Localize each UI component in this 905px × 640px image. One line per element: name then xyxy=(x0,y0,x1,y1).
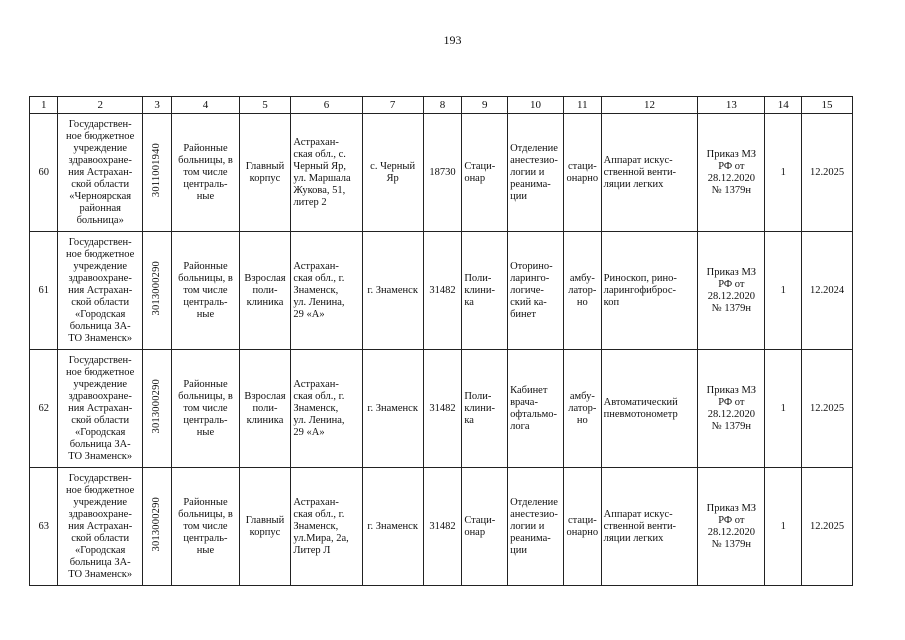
column-number: 10 xyxy=(508,97,564,114)
column-number: 6 xyxy=(291,97,362,114)
row-number: 63 xyxy=(38,520,49,532)
organization-name: Государствен- ное бюджетное учреждение здравоохране- ния Астрахан- ской области «Городская больница ЗА- ТО Знаменск» xyxy=(66,354,135,462)
address: Астрахан- ская обл., г. Знаменск, ул.Мира, 2а, Литер Л xyxy=(293,496,349,556)
care-condition: стаци- онарно xyxy=(566,160,599,184)
column-number: 8 xyxy=(423,97,462,114)
building-name: Главный корпус xyxy=(245,160,285,184)
column-number: 1 xyxy=(30,97,58,114)
address: Астрахан- ская обл., г. Знаменск, ул. Ленина, 29 «А» xyxy=(293,378,345,438)
department: Отделение анестезио- логии и реанима- ции xyxy=(510,142,558,202)
table-row xyxy=(30,114,853,232)
locality: г. Знаменск xyxy=(367,402,418,414)
locality: г. Знаменск xyxy=(367,284,418,296)
order-reference: Приказ МЗ РФ от 28.12.2020 № 1379н xyxy=(706,148,757,196)
okato-code: 18730 xyxy=(429,166,456,178)
table-row xyxy=(30,350,853,468)
order-reference: Приказ МЗ РФ от 28.12.2020 № 1379н xyxy=(706,266,757,314)
quantity: 1 xyxy=(780,402,786,414)
building-name: Взрослая поли- клиника xyxy=(244,390,286,426)
equipment-registry-table xyxy=(29,96,853,586)
order-reference: Приказ МЗ РФ от 28.12.2020 № 1379н xyxy=(706,384,757,432)
care-form: Поли- клини- ка xyxy=(464,390,496,426)
organization-code: 3013000290 xyxy=(151,497,163,552)
organization-type: Районные больницы, в том числе централь- ные xyxy=(178,142,233,202)
organization-code: 3013000290 xyxy=(151,379,163,434)
planned-date: 12.2024 xyxy=(809,284,845,296)
organization-code: 3011001940 xyxy=(151,143,163,198)
address: Астрахан- ская обл., г. Знаменск, ул. Ленина, 29 «А» xyxy=(293,260,345,320)
department: Оторино- ларинго- логиче- ский ка- бинет xyxy=(510,260,553,320)
care-condition: стаци- онарно xyxy=(566,514,599,538)
column-number-row xyxy=(30,97,853,114)
organization-type: Районные больницы, в том числе централь- ные xyxy=(178,378,233,438)
care-form: Поли- клини- ка xyxy=(464,272,496,308)
row-number: 60 xyxy=(38,166,49,178)
column-number: 14 xyxy=(765,97,802,114)
equipment-name: Риноскоп, рино- ларингофиброс- коп xyxy=(603,272,677,308)
order-reference: Приказ МЗ РФ от 28.12.2020 № 1379н xyxy=(706,502,757,550)
column-number: 5 xyxy=(239,97,291,114)
planned-date: 12.2025 xyxy=(809,520,845,532)
organization-name: Государствен- ное бюджетное учреждение здравоохране- ния Астрахан- ской области «Городская больница ЗА- ТО Знаменск» xyxy=(66,236,135,344)
locality: с. Черный Яр xyxy=(370,160,416,184)
column-number: 13 xyxy=(698,97,765,114)
table-row xyxy=(30,232,853,350)
quantity: 1 xyxy=(780,284,786,296)
care-condition: амбу- латор- но xyxy=(568,272,597,308)
organization-name: Государствен- ное бюджетное учреждение здравоохране- ния Астрахан- ской области «Городская больница ЗА- ТО Знаменск» xyxy=(66,472,135,580)
organization-type: Районные больницы, в том числе централь- ные xyxy=(178,496,233,556)
care-condition: амбу- латор- но xyxy=(568,390,597,426)
address: Астрахан- ская обл., с. Черный Яр, ул. Маршала Жукова, 51, литер 2 xyxy=(293,136,351,208)
column-number: 4 xyxy=(172,97,239,114)
equipment-name: Аппарат искус- ственной венти- ляции легких xyxy=(603,154,677,190)
planned-date: 12.2025 xyxy=(809,402,845,414)
building-name: Главный корпус xyxy=(245,514,285,538)
okato-code: 31482 xyxy=(429,520,456,532)
page-number: 193 xyxy=(443,33,462,47)
column-number: 2 xyxy=(58,97,142,114)
row-number: 61 xyxy=(38,284,49,296)
quantity: 1 xyxy=(780,520,786,532)
organization-type: Районные больницы, в том числе централь- ные xyxy=(178,260,233,320)
equipment-name: Автоматический пневмотонометр xyxy=(603,396,678,420)
column-number: 15 xyxy=(802,97,853,114)
column-number: 7 xyxy=(362,97,423,114)
building-name: Взрослая поли- клиника xyxy=(244,272,286,308)
column-number: 12 xyxy=(601,97,698,114)
equipment-name: Аппарат искус- ственной венти- ляции легких xyxy=(603,508,677,544)
okato-code: 31482 xyxy=(429,284,456,296)
planned-date: 12.2025 xyxy=(809,166,845,178)
care-form: Стаци- онар xyxy=(464,160,496,184)
department: Отделение анестезио- логии и реанима- ции xyxy=(510,496,558,556)
column-number: 9 xyxy=(462,97,508,114)
table-row xyxy=(30,468,853,586)
row-number: 62 xyxy=(38,402,49,414)
care-form: Стаци- онар xyxy=(464,514,496,538)
quantity: 1 xyxy=(780,166,786,178)
department: Кабинет врача- офтальмо- лога xyxy=(510,384,558,432)
column-number: 11 xyxy=(564,97,602,114)
locality: г. Знаменск xyxy=(367,520,418,532)
organization-name: Государствен- ное бюджетное учреждение здравоохране- ния Астрахан- ской области «Черноярская районная больница» xyxy=(66,118,135,226)
column-number: 3 xyxy=(142,97,172,114)
organization-code: 3013000290 xyxy=(151,261,163,316)
okato-code: 31482 xyxy=(429,402,456,414)
